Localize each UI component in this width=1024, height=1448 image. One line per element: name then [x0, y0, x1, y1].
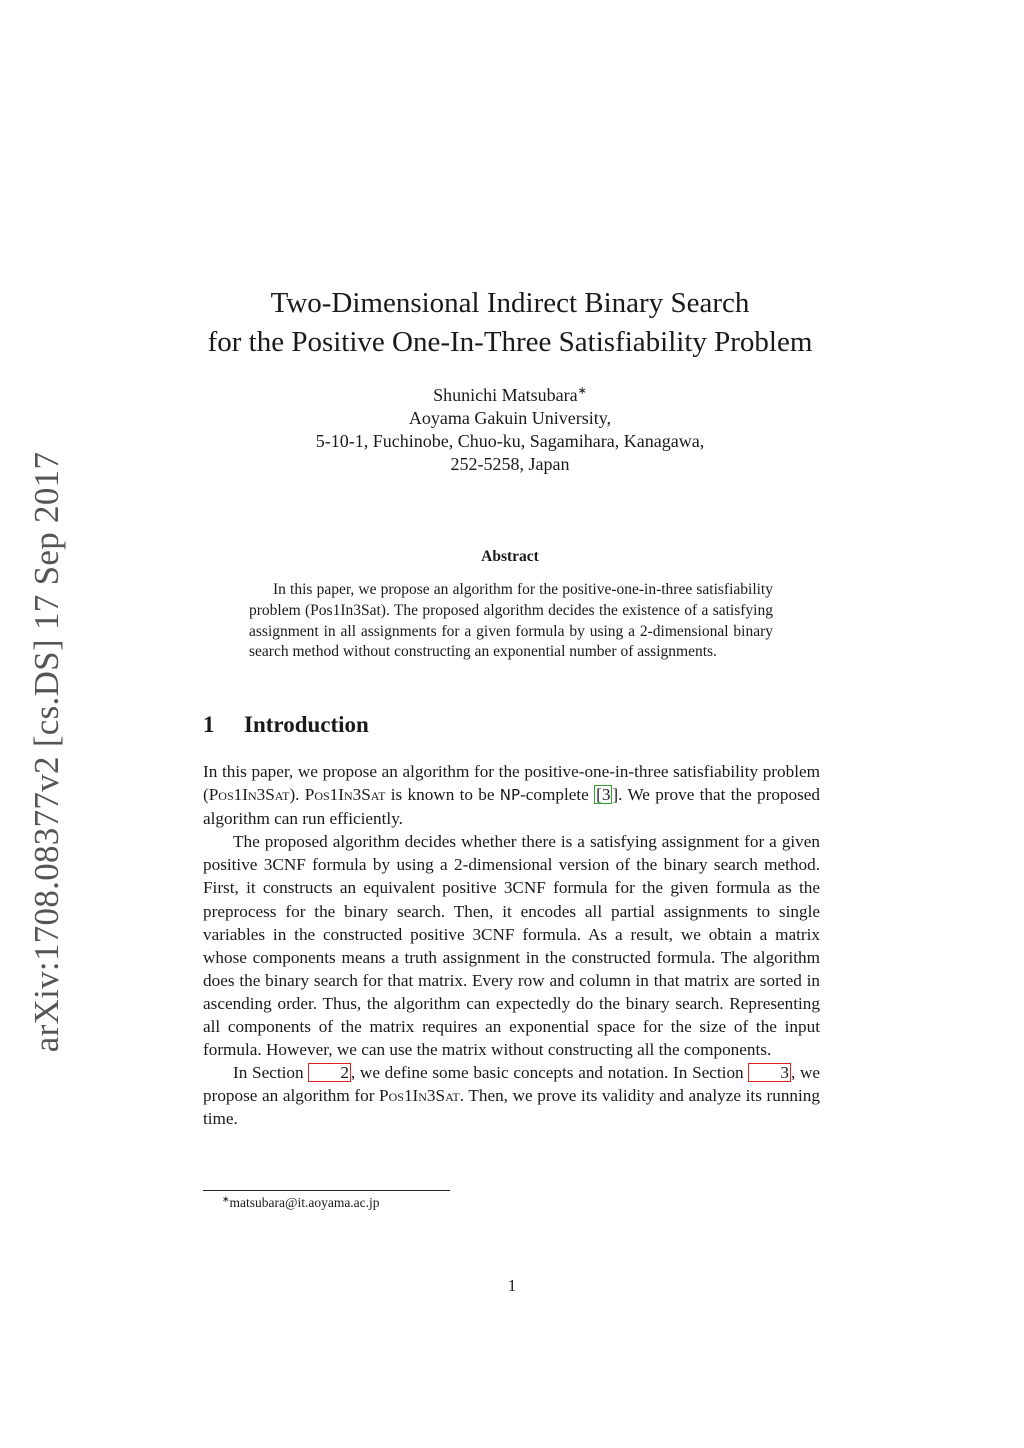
section-heading	[203, 712, 369, 738]
title-line-2: for the Positive One-In-Three Satisfiability Problem	[207, 326, 813, 358]
footnote-divider	[203, 1190, 450, 1191]
citation-link[interactable]	[594, 785, 612, 804]
footnote-email[interactable]: matsubara@it.aoyama.ac.jp	[229, 1195, 380, 1210]
author-name: Shunichi Matsubara	[433, 385, 578, 405]
paper-title	[160, 284, 860, 362]
page-number: 1	[507, 1276, 517, 1295]
author-block	[200, 384, 820, 476]
paragraph-3-text-b: , we define some basic concepts and notation. In Section	[350, 1063, 749, 1083]
paragraph-3-text-c: , we propose an algorithm for	[203, 1063, 821, 1106]
footnote-mark: ∗	[222, 1194, 230, 1204]
paragraph-1	[203, 760, 820, 830]
paragraph-1-text-c: is known to be	[385, 785, 500, 805]
paragraph-1-text-d: -complete	[520, 785, 595, 805]
author-address-line-1: 5-10-1, Fuchinobe, Chuo-ku, Sagamihara, Kanagawa,	[315, 431, 705, 451]
paragraph-1-text-b: ).	[289, 785, 305, 805]
abstract-heading: Abstract	[481, 548, 539, 565]
paragraph-3-text-d: . Then, we prove its validity and analyze its running time.	[203, 1086, 820, 1129]
paragraph-3-text-a: In Section	[233, 1063, 309, 1083]
problem-name: Pos1In3Sat	[208, 785, 290, 805]
author-affiliation: Aoyama Gakuin University,	[408, 408, 612, 428]
paragraph-1-text-e: . We prove that the proposed algorithm can run efficiently.	[203, 785, 821, 829]
citation-open-bracket: [	[596, 785, 602, 805]
paragraph-3	[203, 1061, 820, 1130]
title-line-1: Two-Dimensional Indirect Binary Search	[270, 287, 750, 319]
abstract-text: In this paper, we propose an algorithm for the positive-one-in-three satisfiability problem (Pos1In3Sat). The proposed algorithm decides the existence of a satisfying assignment in all assignments for a given formula by using a 2-dimensional binary search method without constructing an exponential number of assignments.	[249, 581, 773, 661]
author-name-line	[200, 384, 820, 407]
complexity-class: NP	[499, 786, 521, 805]
problem-name: Pos1In3Sat	[304, 785, 386, 805]
section-number: 1	[203, 712, 215, 737]
introduction-body	[203, 760, 820, 1131]
arxiv-identifier-stamp: arXiv:1708.08377v2 [cs.DS] 17 Sep 2017	[27, 451, 66, 1053]
citation-number: 3	[601, 785, 611, 805]
footnote	[222, 1195, 380, 1211]
paragraph-2: The proposed algorithm decides whether there is a satisfying assignment for a given positive 3CNF formula by using a 2-dimensional version of the binary search method. First, it constructs an equivalent positive 3CNF formula for the given formula as the preprocess for the binary search. Then, it encodes all partial assignments to single variables in the constructed positive 3CNF formula. As a result, we obtain a matrix whose components means a truth assignment in the constructed formula. The algorithm does the binary search for that matrix. Every row and column in that matrix are sorted in ascending order. Thus, the algorithm can expectedly do the binary search. Representing all components of the matrix requires an exponential space for the size of the input formula. However, we can use the matrix without constructing all the components.	[203, 832, 820, 1060]
section-3-link[interactable]: 3	[748, 1063, 791, 1082]
problem-name: Pos1In3Sat	[379, 1086, 460, 1106]
citation-close-bracket: ]	[612, 785, 619, 805]
section-title: Introduction	[244, 712, 369, 737]
paragraph-1-text-a: In this paper, we propose an algorithm for the positive-one-in-three satisfiability problem (	[203, 762, 820, 805]
author-address-line-2: 252-5258, Japan	[450, 454, 570, 474]
author-footnote-mark[interactable]: ∗	[577, 385, 587, 397]
section-2-link[interactable]: 2	[308, 1063, 351, 1082]
